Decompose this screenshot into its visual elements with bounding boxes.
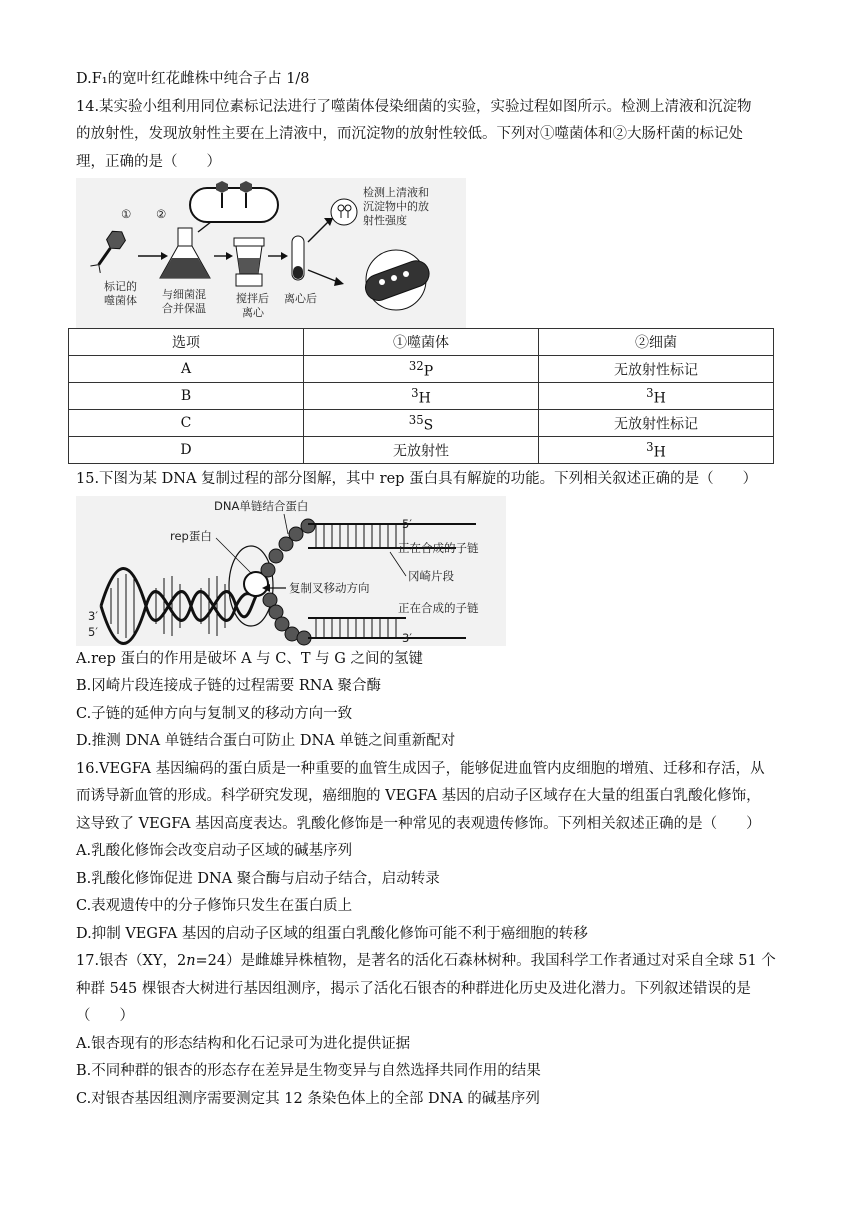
q15-option-d: D.推测 DNA 单链结合蛋白可防止 DNA 单链之间重新配对 (76, 733, 456, 749)
q17-option-a: A.银杏现有的形态结构和化石记录可为进化提供证据 (76, 1035, 411, 1052)
q16-option-a: A.乳酸化修饰会改变启动子区域的碱基序列 (76, 843, 353, 859)
q17-stem-line-1: 17.银杏（XY，2n=24）是雌雄异株植物，是著名的活化石森林树种。我国科学工作者通过对采自全球 51 个 (76, 953, 776, 969)
cell-bacteria: 无放射性标记 (539, 356, 774, 383)
col-header-option: 选项 (69, 329, 304, 356)
cell-bacteria: $^3$H (539, 383, 774, 410)
label-mix-2: 合并保温 (162, 302, 206, 315)
cell-phage: 无放射性 (304, 437, 539, 464)
q13-option-d: D.F₁的宽叶红花雌株中纯合子占 1/8 (76, 71, 310, 87)
cell-phage: $^{32}$P (304, 356, 539, 383)
col-header-bacteria: ②细菌 (539, 329, 774, 356)
label-daughter-1: 正在合成的子链 (398, 540, 479, 555)
label-stir-1: 搅拌后 (236, 292, 269, 305)
mark-1: ① (121, 207, 132, 221)
table-row (69, 410, 774, 437)
q14-stem-line-1: 14.某实验小组利用同位素标记法进行了噬菌体侵染细菌的实验，实验过程如图所示。检测上清液和沉淀物 (76, 98, 752, 115)
q15-option-c: C.子链的延伸方向与复制叉的移动方向一致 (76, 705, 353, 722)
label-5-prime-left: 5′ (88, 624, 98, 639)
q16-stem-line-3: 这导致了 VEGFA 基因高度表达。乳酸化修饰是一种常见的表观遗传修饰。下列相关叙述正确的是（ ） (76, 815, 761, 832)
q15-option-b: B.冈崎片段连接成子链的过程需要 RNA 聚合酶 (76, 678, 382, 694)
label-mix-1: 与细菌混 (162, 288, 206, 301)
q17-option-b: B.不同种群的银杏的形态存在差异是生物变异与自然选择共同作用的结果 (76, 1063, 541, 1079)
q16-option-d: D.抑制 VEGFA 基因的启动子区域的组蛋白乳酸化修饰可能不利于癌细胞的转移 (76, 925, 588, 942)
test-tube-icon (292, 236, 304, 280)
label-centrifuge: 离心后 (284, 292, 317, 305)
label-daughter-2: 正在合成的子链 (398, 600, 479, 615)
table-row (69, 383, 774, 410)
col-header-phage: ①噬菌体 (304, 329, 539, 356)
exam-page (76, 66, 776, 1113)
phage-ghost-icon (331, 199, 357, 225)
label-ssb: DNA单链结合蛋白 (214, 498, 309, 513)
q16-stem-line-2: 而诱导新血管的形成。科学研究发现，癌细胞的 VEGFA 基因的启动子区域存在大量的组蛋白乳酸化修饰， (76, 788, 761, 804)
cell-option: D (69, 437, 304, 464)
mark-2: ② (156, 207, 167, 221)
label-fork-direction: 复制叉移动方向 (289, 580, 370, 595)
cell-phage: $^{35}$S (304, 410, 539, 437)
cell-bacteria: 无放射性标记 (539, 410, 774, 437)
label-detect-1: 检测上清液和 (363, 186, 429, 199)
q15-option-a: A.rep 蛋白的作用是破坏 A 与 C、T 与 G 之间的氢键 (76, 650, 423, 667)
cell-option: A (69, 356, 304, 383)
q16-option-b: B.乳酸化修饰促进 DNA 聚合酶与启动子结合，启动转录 (76, 870, 440, 887)
label-okazaki: 冈崎片段 (408, 568, 454, 583)
label-detect-3: 射性强度 (363, 214, 407, 227)
q15-figure (76, 496, 506, 646)
table-row (69, 437, 774, 464)
blender-icon (234, 238, 264, 286)
label-phage-2: 噬菌体 (104, 294, 137, 307)
q16-option-c: C.表观遗传中的分子修饰只发生在蛋白质上 (76, 898, 353, 914)
q17-option-c: C.对银杏基因组测序需要测定其 12 条染色体上的全部 DNA 的碱基序列 (76, 1090, 540, 1107)
label-detect-2: 沉淀物中的放 (363, 200, 429, 213)
q14-figure (76, 178, 466, 328)
cell-option: B (69, 383, 304, 410)
label-phage-1: 标记的 (104, 280, 137, 293)
q15-stem: 15.下图为某 DNA 复制过程的部分图解，其中 rep 蛋白具有解旋的功能。下列相关叙述正确的是（ ） (76, 471, 758, 487)
cell-bacteria: $^3$H (539, 437, 774, 464)
label-3-prime-bottom: 3′ (402, 630, 412, 645)
label-rep: rep蛋白 (170, 528, 212, 543)
cell-option: C (69, 410, 304, 437)
table-header-row (69, 329, 774, 356)
table-row (69, 356, 774, 383)
label-3-prime-left: 3′ (88, 608, 98, 623)
phage-experiment-diagram (76, 178, 466, 328)
q14-option-table (68, 328, 774, 464)
label-stir-2: 离心 (242, 306, 264, 319)
label-5-prime-top: 5′ (402, 516, 412, 531)
q17-stem-line-2: 种群 545 棵银杏大树进行基因组测序，揭示了活化石银杏的种群进化历史及进化潜力。下列叙述错误的是 (76, 980, 751, 997)
q17-stem-line-3: （ ） (76, 1008, 134, 1024)
q16-stem-line-1: 16.VEGFA 基因编码的蛋白质是一种重要的血管生成因子，能够促进血管内皮细胞的增殖、迁移和存活，从 (76, 760, 765, 777)
cell-phage: $^3$H (304, 383, 539, 410)
q14-stem-line-3: 理，正确的是（ ） (76, 153, 221, 170)
dna-replication-diagram (76, 496, 506, 646)
q14-stem-line-2: 的放射性，发现放射性主要在上清液中，而沉淀物的放射性较低。下列对①噬菌体和②大肠杆菌的标记处 (76, 126, 743, 142)
